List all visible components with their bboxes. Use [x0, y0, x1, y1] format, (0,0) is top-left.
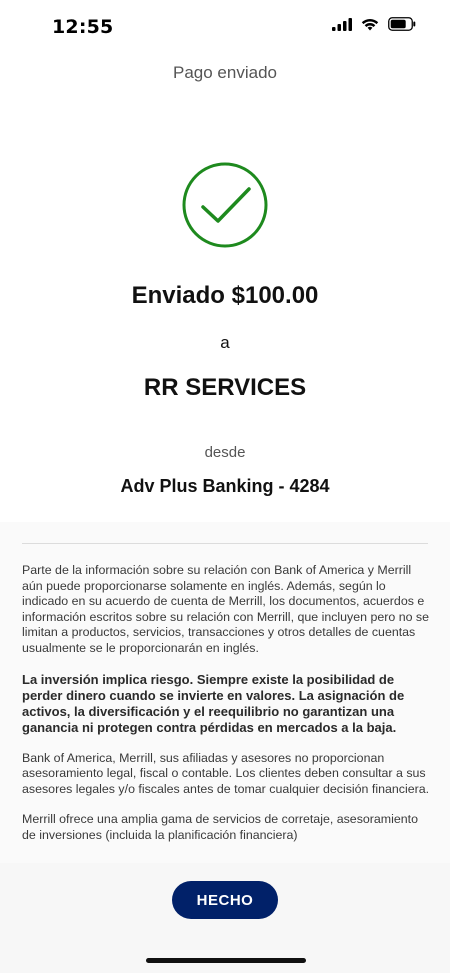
to-label: a — [220, 333, 230, 352]
wifi-icon — [361, 18, 379, 31]
disclosure-text[interactable] — [22, 563, 434, 863]
disclosure-merrill-services: Merrill ofrece una amplia gama de servicios de corretaje, asesoramiento de inversiones (incluida la planificación financiera) — [22, 812, 418, 842]
disclosure-investment-risk: La inversión implica riesgo. Siempre existe la posibilidad de perder dinero cuando se invierte en valores. La asignación de activos, la diversificación y el reequilibrio no garantizan una ganancia ni protegen contra pérdidas en mercados a la baja. — [22, 671, 405, 735]
status-icons — [332, 17, 416, 31]
from-label: desde — [204, 444, 246, 461]
disclosure-language: Parte de la información sobre su relación con Bank of America y Merrill aún puede proporcionarse solamente en inglés. Además, según lo indicado en su acuerdo de cuenta de Merrill, los documentos, acuerdos e información escritos sobre su relación con Merrill, que incluyen pero no se limitan a productos, servicios, transacciones y otros detalles de cuentas usualmente se le proporcionarán en inglés. — [22, 563, 430, 655]
page-title: Pago enviado — [173, 63, 277, 82]
signal-icon — [332, 18, 352, 31]
disclosure-legal-advice: Bank of America, Merrill, sus afiliadas y asesores no proporcionan asesoramiento legal, fiscal o contable. Los clientes deben consultar a sus asesores legales y/o fiscales antes de tomar cualquier decisión financiera. — [22, 750, 430, 796]
recipient-name: RR SERVICES — [143, 374, 307, 401]
home-indicator[interactable] — [146, 958, 306, 963]
done-button[interactable]: HECHO — [172, 881, 278, 919]
divider — [22, 543, 428, 544]
battery-icon — [388, 17, 416, 31]
sent-amount: Enviado $100.00 — [131, 282, 319, 309]
status-time: 12:55 — [52, 16, 114, 38]
status-bar — [0, 0, 450, 56]
account-name: Adv Plus Banking - 4284 — [120, 476, 330, 496]
checkmark-circle-icon — [182, 162, 268, 248]
